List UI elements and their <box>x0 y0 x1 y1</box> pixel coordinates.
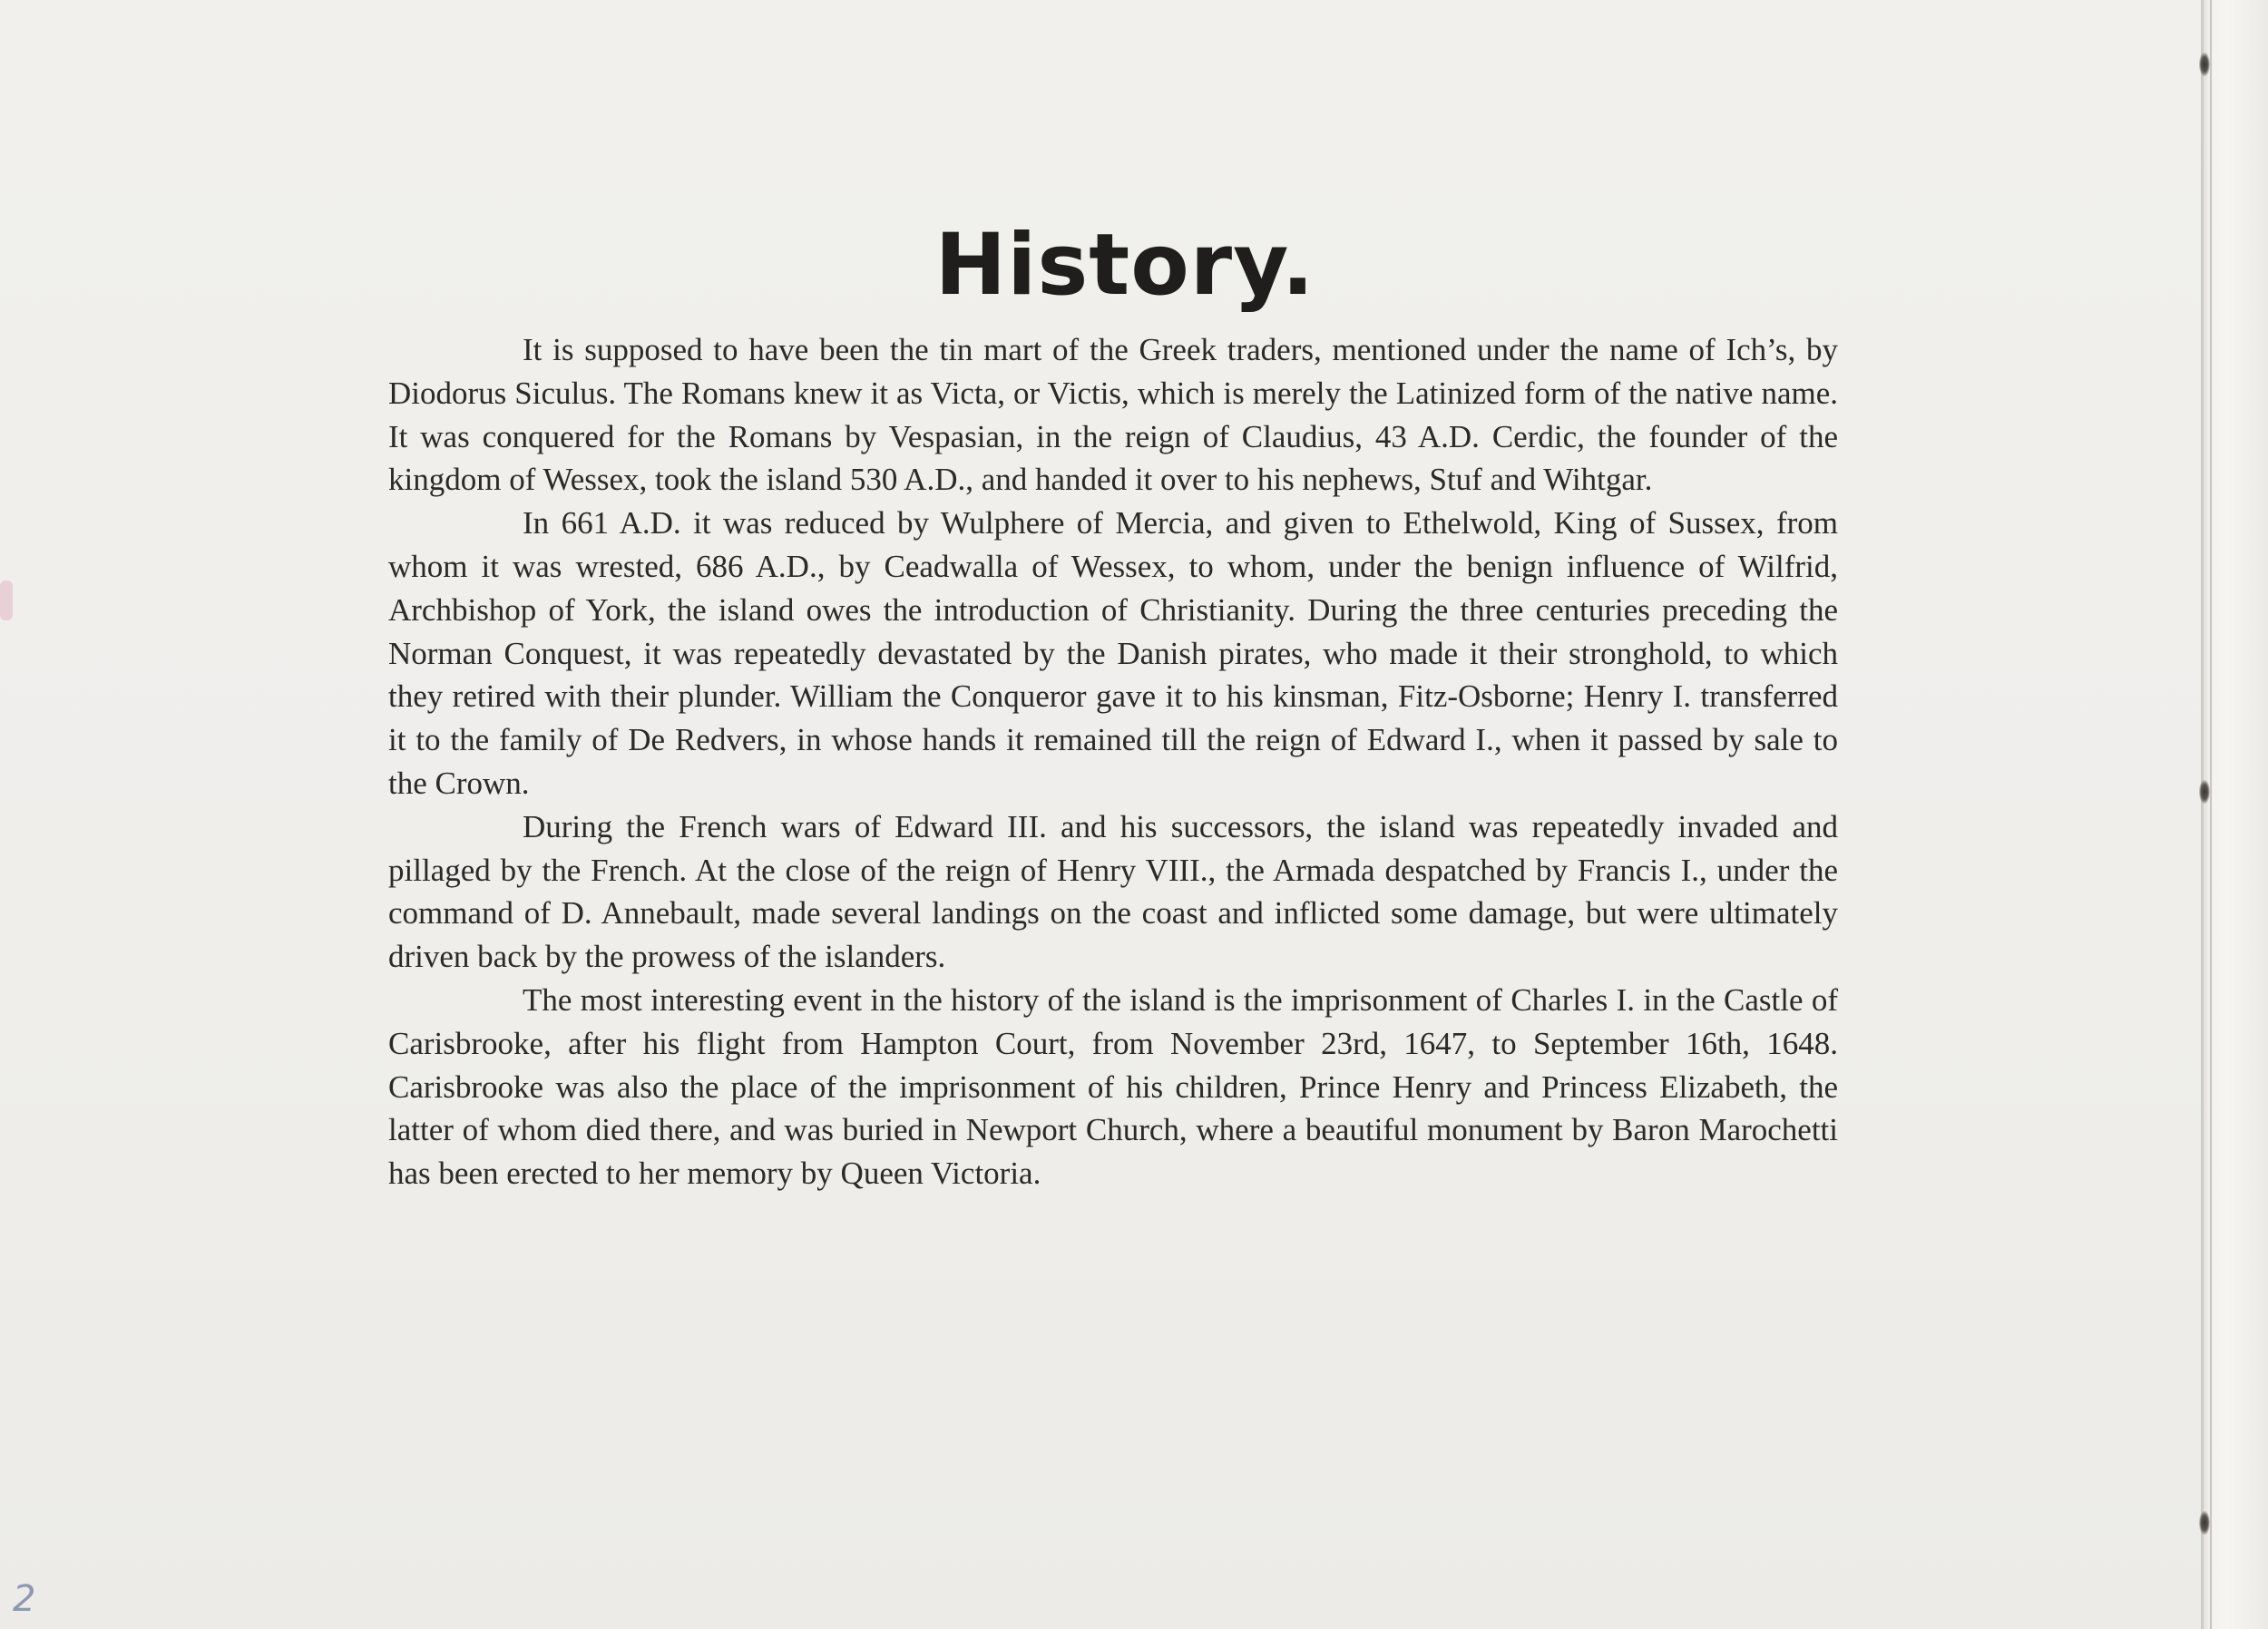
body-text <box>388 328 1838 1195</box>
binding-stitch <box>2199 780 2210 804</box>
paragraph: It is supposed to have been the tin mart of the Greek traders, mentioned under the name of Ich’s, by Diodorus Siculus. The Romans knew it as Victa, or Victis, which is merely the Latinized form of the native name. It was conquered for the Romans by Vespasian, in the reign of Claudius, 43 A.D. Cerdic, the founder of the kingdom of Wessex, took the island 530 A.D., and handed it over to his nephews, Stuf and Wihtgar. <box>388 332 1838 498</box>
binding-stitch <box>2199 1511 2210 1535</box>
paragraph: In 661 A.D. it was reduced by Wulphere of Mercia, and given to Ethelwold, King of Sussex, from whom it was wrested, 686 A.D., by Ceadwalla of Wessex, to whom, under the benign influence of Wilfrid, Archbishop of York, the island owes the introduction of Christianity. During the three centuries preceding the Norman Conquest, it was repeatedly devastated by the Danish pirates, who made it their stronghold, to which they retired with their plunder. William the Conqueror gave it to his kinsman, Fitz-Osborne; Henry I. transferred it to the family of De Redvers, in whose hands it remained till the reign of Edward I., when it passed by sale to the Crown. <box>388 505 1838 801</box>
binding-stitch <box>2199 53 2210 76</box>
margin-stain <box>0 580 13 620</box>
paragraph: The most interesting event in the history of the island is the imprisonment of Charles I. in the Castle of Carisbrooke, after his flight from Hampton Court, from November 23rd, 1647, to September 16th, 1648. Carisbrooke was also the place of the imprisonment of his children, Prince Henry and Princess Elizabeth, the latter of whom died there, and was buried in Newport Church, where a beautiful monument by Baron Marochetti has been erected to her memory by Queen Victoria. <box>388 981 1838 1192</box>
paragraph: During the French wars of Edward III. and his successors, the island was repeatedly invaded and pillaged by the French. At the close of the reign of Henry VIII., the Armada despatched by Francis I., under the command of D. Annebault, made several landings on the coast and inflicted some damage, but were ultimately driven back by the prowess of the islanders. <box>388 808 1838 975</box>
page-title: History. <box>934 216 1315 315</box>
page-number: 2 <box>13 1578 36 1620</box>
